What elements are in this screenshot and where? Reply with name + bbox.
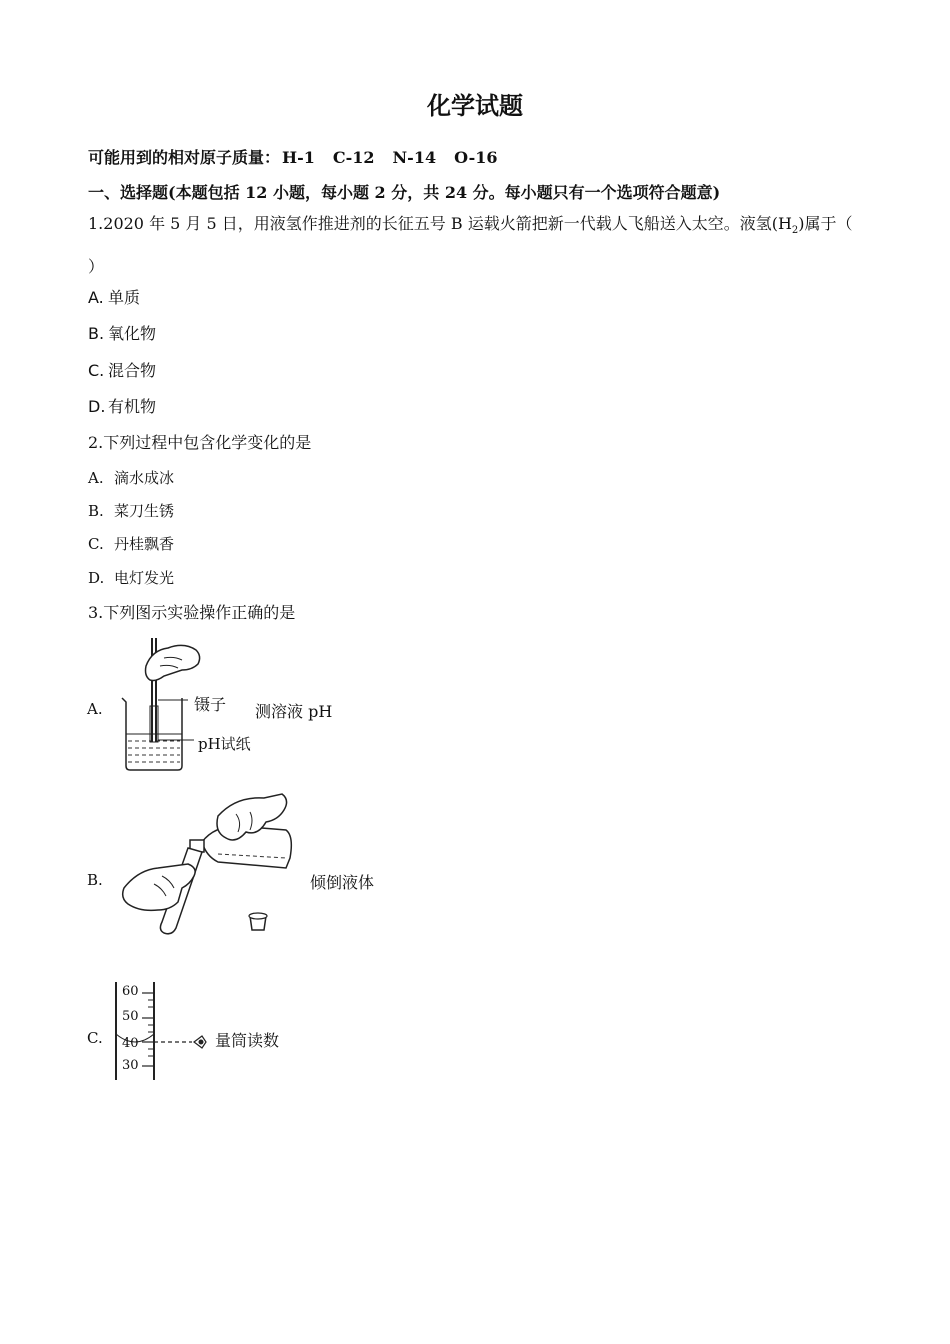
scale-50: 50 bbox=[122, 1009, 139, 1024]
question-2-option-b bbox=[88, 500, 174, 521]
question-3-option-a-letter: A. bbox=[87, 700, 103, 718]
scale-60: 60 bbox=[122, 984, 139, 999]
question-1-stem bbox=[88, 206, 858, 285]
pouring-illustration bbox=[118, 792, 298, 942]
option-text: 丹桂飘香 bbox=[114, 535, 175, 553]
option-letter: D. bbox=[88, 397, 106, 416]
question-3-option-c-letter: C. bbox=[87, 1029, 103, 1047]
atomic-masses-label: 可能用到的相对原子质量： bbox=[88, 148, 281, 167]
option-letter: C. bbox=[88, 535, 104, 553]
question-3-stem: 3.下列图示实验操作正确的是 bbox=[88, 603, 296, 622]
tweezers-label: 镊子 bbox=[194, 695, 227, 714]
question-1-stem-part2: )属于（ ） bbox=[88, 214, 853, 277]
section-heading: 一、选择题(本题包括 12 小题，每小题 2 分，共 24 分。每小题只有一个选项符合题意) bbox=[88, 183, 721, 202]
question-1-stem-subscript: 2 bbox=[791, 225, 799, 237]
page-title: 化学试题 bbox=[427, 91, 523, 120]
atomic-mass-n: N-14 bbox=[392, 148, 437, 167]
question-3-option-a-caption: 测溶液 pH bbox=[255, 702, 333, 721]
option-text: 混合物 bbox=[108, 361, 157, 380]
question-1-option-d bbox=[88, 394, 156, 417]
ph-test-illustration bbox=[112, 636, 262, 776]
question-2-option-d bbox=[88, 567, 174, 588]
question-3-option-b-letter: B. bbox=[87, 871, 103, 889]
option-letter: B. bbox=[88, 324, 105, 343]
option-text: 氧化物 bbox=[108, 324, 157, 343]
atomic-mass-o: O-16 bbox=[454, 148, 498, 167]
scale-30: 30 bbox=[122, 1058, 139, 1073]
option-text: 菜刀生锈 bbox=[114, 502, 175, 520]
figure-cylinder-reading bbox=[110, 980, 220, 1084]
ph-paper-label: pH试纸 bbox=[198, 735, 251, 753]
question-1-option-b bbox=[88, 321, 156, 344]
question-2-option-a bbox=[88, 467, 174, 488]
atomic-mass-h: H-1 bbox=[282, 148, 315, 167]
option-text: 单质 bbox=[108, 288, 141, 307]
option-text: 有机物 bbox=[108, 397, 157, 416]
scale-40: 40 bbox=[122, 1036, 139, 1051]
question-3-option-c-caption: 量筒读数 bbox=[215, 1031, 280, 1050]
option-letter: A. bbox=[88, 469, 104, 487]
option-text: 滴水成冰 bbox=[114, 469, 175, 487]
question-2-option-c bbox=[88, 533, 174, 554]
question-1-option-a bbox=[88, 285, 140, 308]
question-1-option-c bbox=[88, 358, 156, 381]
atomic-masses-line bbox=[88, 145, 516, 168]
option-text: 电灯发光 bbox=[114, 569, 175, 587]
question-2-stem: 2.下列过程中包含化学变化的是 bbox=[88, 433, 312, 452]
figure-ph-test bbox=[112, 636, 262, 776]
option-letter: D. bbox=[88, 569, 105, 587]
option-letter: A. bbox=[88, 288, 104, 307]
option-letter: B. bbox=[88, 502, 104, 520]
question-3-option-b-caption: 倾倒液体 bbox=[310, 873, 375, 892]
atomic-mass-c: C-12 bbox=[332, 148, 375, 167]
figure-pouring-liquid bbox=[118, 792, 298, 942]
question-1-stem-part1: 1.2020 年 5 月 5 日，用液氢作推进剂的长征五号 B 运载火箭把新一代载人飞船送入太空。液氢(H bbox=[88, 214, 792, 233]
option-letter: C. bbox=[88, 361, 105, 380]
